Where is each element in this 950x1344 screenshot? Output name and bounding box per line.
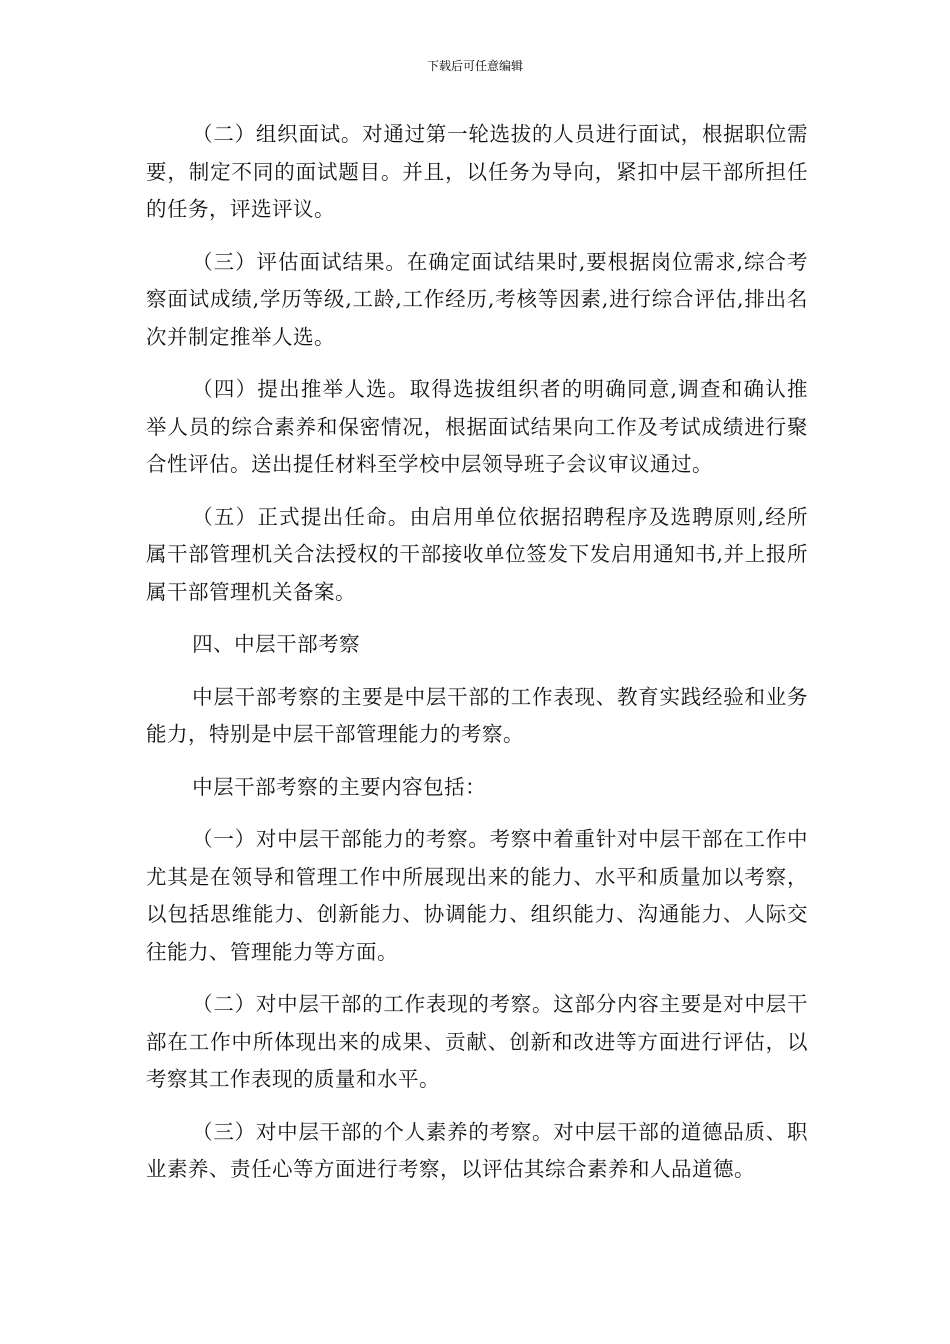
paragraph-ability-inspection: （一）对中层干部能力的考察。考察中着重针对中层干部在工作中尤其是在领导和管理工作中所展现出来的能力、水平和质量加以考察，以包括思维能力、创新能力、协调能力、组织能力、沟通能力、人际交往能力、管理能力等方面。 xyxy=(146,827,808,964)
page-header: 下载后可任意编辑 xyxy=(426,59,523,73)
paragraph-formal-appointment: （五）正式提出任命。由启用单位依据招聘程序及选聘原则,经所属干部管理机关合法授权的干部接收单位签发下发启用通知书,并上报所属干部管理机关备案。 xyxy=(146,504,808,604)
section-heading-inspection: 四、中层干部考察 xyxy=(192,632,361,656)
paragraph-inspection-contents-intro: 中层干部考察的主要内容包括： xyxy=(192,774,487,799)
paragraph-evaluate-results: （三）评估面试结果。在确定面试结果时,要根据岗位需求,综合考察面试成绩,学历等级,工龄,工作经历,考核等因素,进行综合评估,排出名次并制定推举人选。 xyxy=(146,249,808,349)
document-body xyxy=(146,116,808,1204)
paragraph-recommend-candidates: （四）提出推举人选。取得选拔组织者的明确同意,调查和确认推举人员的综合素养和保密情况，根据面试结果向工作及考试成绩进行聚合性评估。送出提任材料至学校中层领导班子会议审议通过。 xyxy=(146,377,808,476)
paragraph-performance-inspection: （二）对中层干部的工作表现的考察。这部分内容主要是对中层干部在工作中所体现出来的成果、贡献、创新和改进等方面进行评估，以考察其工作表现的质量和水平。 xyxy=(146,992,808,1091)
paragraph-interview: （二）组织面试。对通过第一轮选拔的人员进行面试，根据职位需要，制定不同的面试题目。并且，以任务为导向，紧扣中层干部所担任的任务，评选评议。 xyxy=(146,122,808,221)
paragraph-inspection-overview: 中层干部考察的主要是中层干部的工作表现、教育实践经验和业务能力，特别是中层干部管理能力的考察。 xyxy=(146,684,808,746)
paragraph-personal-quality-inspection: （三）对中层干部的个人素养的考察。对中层干部的道德品质、职业素养、责任心等方面进行考察，以评估其综合素养和人品道德。 xyxy=(146,1119,808,1181)
